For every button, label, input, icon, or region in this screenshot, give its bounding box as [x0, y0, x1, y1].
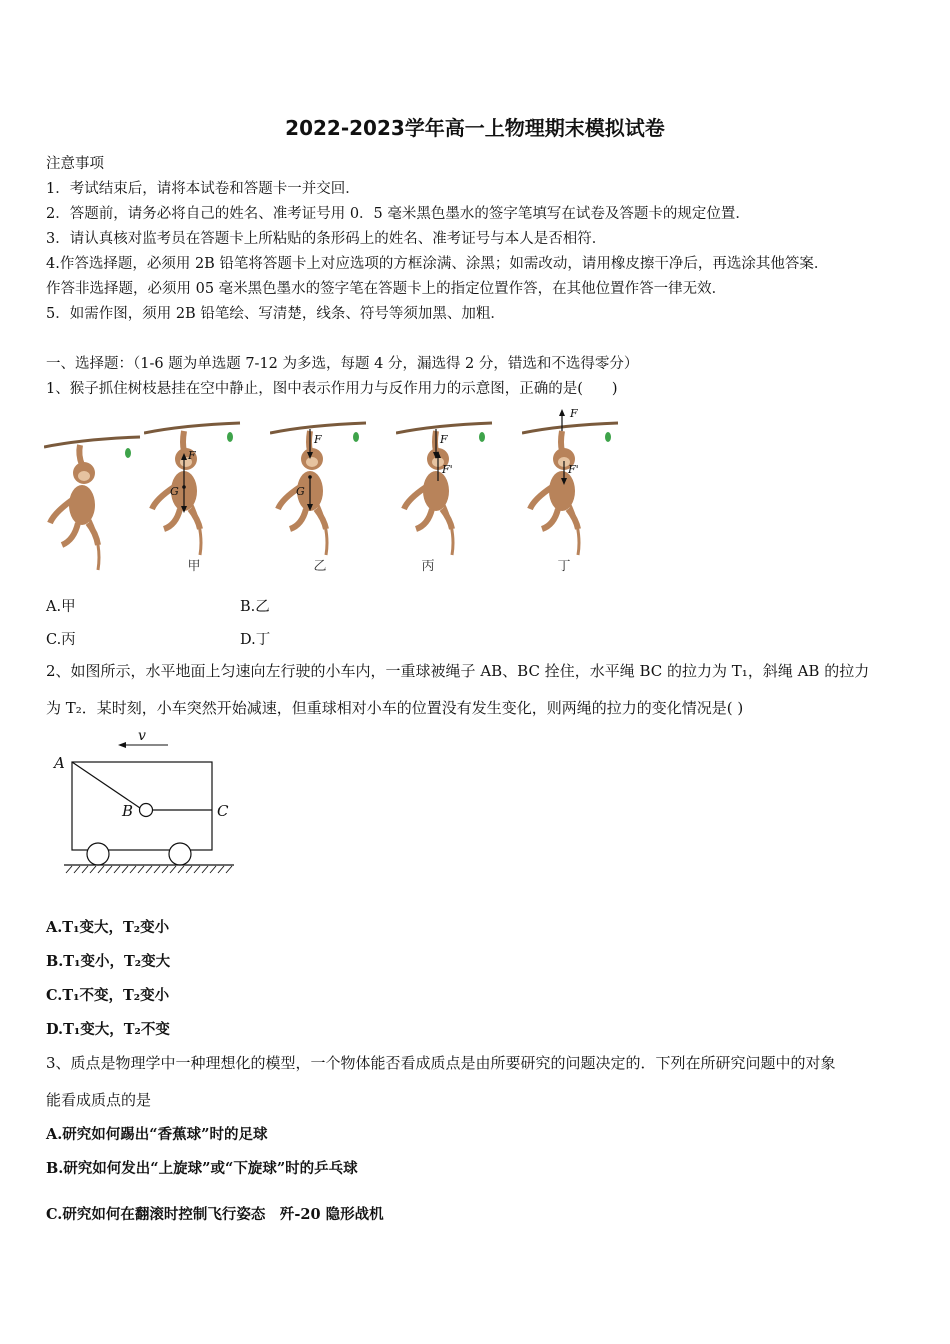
notice-item: 1．考试结束后，请将本试卷和答题卡一并交回．: [46, 181, 360, 197]
monkey-figure-bing: [396, 405, 496, 575]
force-label-g: G: [170, 485, 179, 498]
notice-item: 5．如需作图，须用 2B 铅笔绘、写清楚，线条、符号等须加黑、加粗．: [46, 306, 505, 322]
q1-option-b: B.乙: [240, 599, 270, 615]
question-2-stem-line1: 2、如图所示，水平地面上匀速向左行驶的小车内，一重球被绳子 AB、BC 拴住，水平绳 BC 的拉力为 T₁，斜绳 AB 的拉力: [46, 662, 870, 680]
force-label-f: F: [440, 433, 448, 446]
section-heading: 一、选择题：（1-6 题为单选题 7-12 为多选，每题 4 分，漏选得 2 分，错选和不选得零分）: [46, 356, 639, 372]
force-label-f: F: [570, 407, 578, 420]
figure-caption-bing: 丙: [421, 559, 435, 574]
q1-option-a: A.甲: [46, 599, 76, 615]
q2-option-b: B.T₁变小，T₂变大: [46, 953, 171, 970]
q3-option-c: C.研究如何在翻滚时控制飞行姿态 歼-20 隐形战机: [46, 1206, 384, 1223]
force-label-f-prime: F': [568, 463, 579, 476]
point-label-a: A: [54, 754, 65, 772]
figure-caption-yi: 乙: [313, 559, 327, 574]
q3-option-b: B.研究如何发出“上旋球”或“下旋球”时的乒乓球: [46, 1160, 358, 1177]
monkey-figure-jia: [144, 405, 244, 575]
q1-figures: [44, 405, 634, 575]
cart-diagram: [50, 728, 250, 878]
figure-caption-jia: 甲: [187, 559, 201, 574]
monkey-figure-ding: [522, 405, 622, 575]
q1-option-d: D.丁: [240, 632, 271, 648]
q3-option-a: A.研究如何踢出“香蕉球”时的足球: [46, 1126, 268, 1143]
q1-option-c: C.丙: [46, 632, 76, 648]
question-2-stem-line2: 为 T₂．某时刻，小车突然开始减速，但重球相对小车的位置没有发生变化，则两绳的拉力的变化情况是( ): [46, 699, 744, 717]
velocity-label: v: [138, 728, 146, 744]
force-label-f: F: [314, 433, 322, 446]
point-label-c: C: [217, 802, 229, 820]
force-label-f: F: [188, 449, 196, 462]
notice-heading: 注意事项: [46, 156, 104, 172]
question-3-stem-line1: 3、质点是物理学中一种理想化的模型，一个物体能否看成质点是由所要研究的问题决定的．下列在所研究问题中的对象: [46, 1054, 836, 1072]
notice-item: 作答非选择题，必须用 05 毫米黑色墨水的签字笔在答题卡上的指定位置作答，在其他位置作答一律无效．: [46, 281, 727, 297]
question-3-stem-line2: 能看成质点的是: [46, 1091, 152, 1109]
monkey-figure-plain: [44, 405, 144, 575]
monkey-figure-yi: [270, 405, 370, 575]
notice-item: 2．答题前，请务必将自己的姓名、准考证号用 0．5 毫米黑色墨水的签字笔填写在试卷及答题卡的规定位置．: [46, 206, 750, 222]
figure-caption-ding: 丁: [557, 559, 571, 574]
question-1-stem: 1、猴子抓住树枝悬挂在空中静止，图中表示作用力与反作用力的示意图，正确的是( ): [46, 381, 618, 397]
q2-option-a: A.T₁变大，T₂变小: [46, 919, 170, 936]
force-label-f-prime: F': [442, 463, 453, 476]
q2-option-d: D.T₁变大，T₂不变: [46, 1021, 170, 1038]
notice-item: 3．请认真核对监考员在答题卡上所粘贴的条形码上的姓名、准考证号与本人是否相符．: [46, 231, 607, 247]
q2-option-c: C.T₁不变，T₂变小: [46, 987, 170, 1004]
notice-item: 4.作答选择题，必须用 2B 铅笔将答题卡上对应选项的方框涂满、涂黑；如需改动，请用橡皮擦干净后，再选涂其他答案．: [46, 256, 829, 272]
force-label-g: G: [296, 485, 305, 498]
page-title: 2022-2023学年高一上物理期末模拟试卷: [285, 116, 665, 140]
point-label-b: B: [122, 802, 134, 820]
